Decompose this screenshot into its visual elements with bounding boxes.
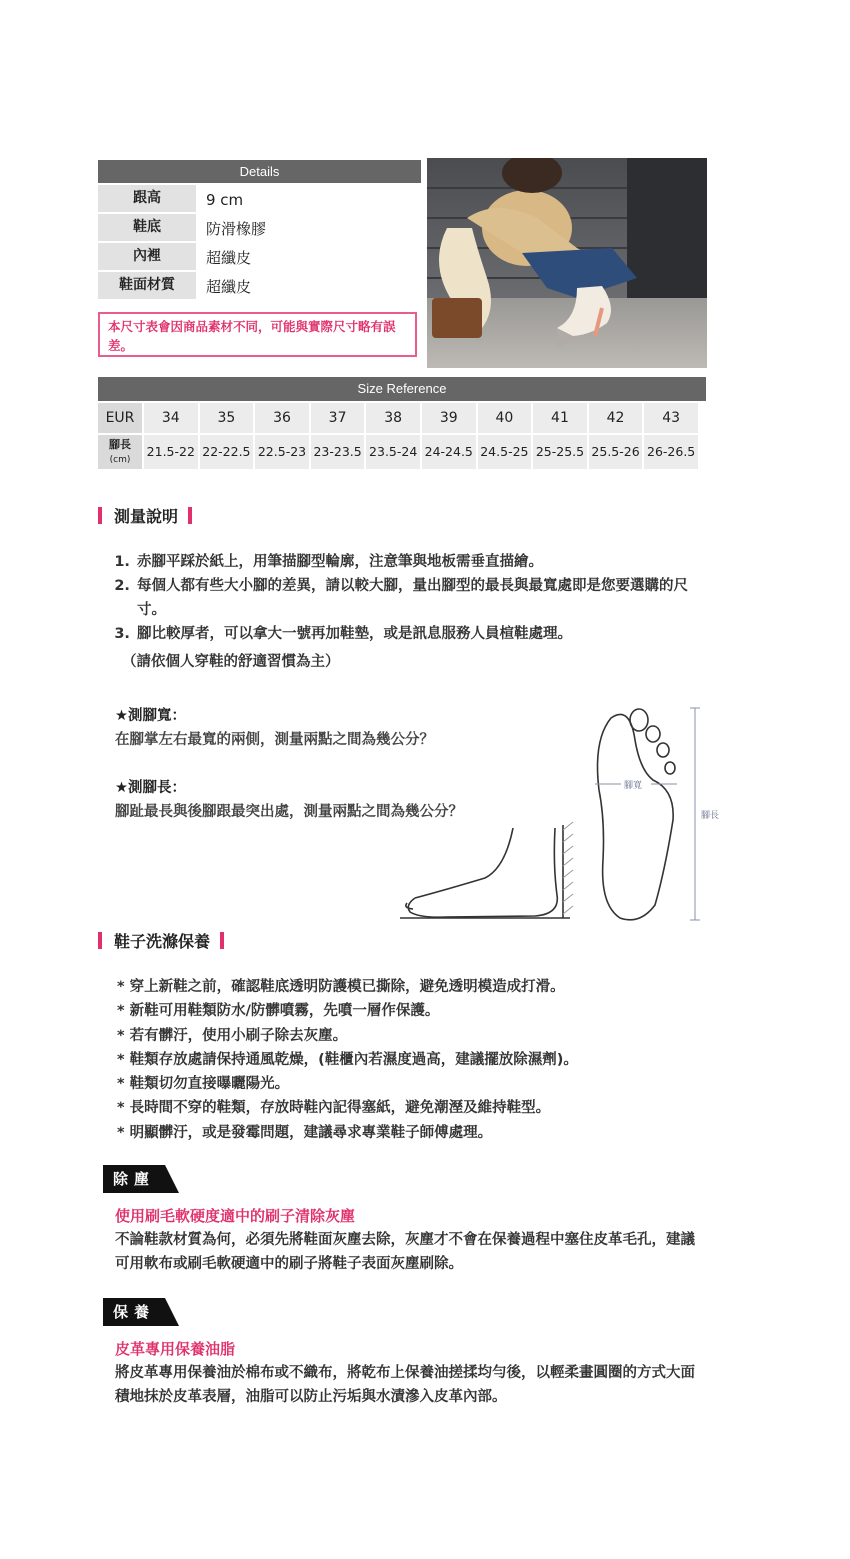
measure-title-text: 測量說明: [114, 507, 179, 526]
details-label: 跟高: [98, 185, 196, 212]
details-row-sole: [98, 214, 421, 241]
measure-length-desc: 腳趾最長與後腳跟最突出處，測量兩點之間為幾公分？: [115, 804, 463, 820]
details-value: 9 cm: [206, 191, 244, 209]
eur-size-cell: 36: [255, 403, 309, 433]
details-label: 鞋底: [98, 214, 196, 241]
details-header: Details: [98, 160, 421, 183]
eur-size-row: [98, 403, 706, 433]
details-row-heel: [98, 185, 421, 212]
foot-length-cell: 22.5-23: [255, 435, 309, 469]
maintain-tag-label: 保養: [113, 1303, 156, 1321]
eur-size-cell: 40: [478, 403, 532, 433]
size-disclaimer-note: 本尺寸表會因商品素材不同，可能與實際尺寸略有誤差。: [98, 312, 417, 357]
eur-size-cell: 42: [589, 403, 643, 433]
details-value: 超纖皮: [206, 278, 252, 296]
foot-length-label-text: 腳長: [109, 438, 131, 451]
measure-section-title: [98, 504, 192, 527]
foot-length-row: [98, 435, 706, 469]
eur-size-cell: 43: [644, 403, 698, 433]
eur-size-cell: 35: [200, 403, 254, 433]
foot-length-unit: (cm): [109, 455, 131, 465]
diagram-length-label: 腳長: [701, 811, 720, 821]
details-value: 超纖皮: [206, 249, 252, 267]
care-tip: * 鞋類存放處請保持通風乾燥，(鞋櫃內若濕度過高，建議擺放除濕劑)。: [117, 1051, 578, 1068]
care-tip: * 穿上新鞋之前，確認鞋底透明防護模已撕除，避免透明模造成打滑。: [117, 979, 565, 995]
care-title-text: 鞋子洗滌保養: [114, 932, 211, 951]
foot-length-cell: 24.5-25: [478, 435, 532, 469]
care-tip: * 鞋類切勿直接曝曬陽光。: [117, 1076, 290, 1093]
care-tip: * 若有髒汙，使用小刷子除去灰塵。: [117, 1027, 348, 1044]
dust-text: 不論鞋款材質為何，必須先將鞋面灰塵去除，灰塵才不會在保養過程中塞住皮革毛孔，建議可用軟布或刷毛軟硬適中的刷子將鞋子表面灰塵刷除。: [115, 1232, 695, 1272]
title-bar-left: [98, 507, 102, 524]
dust-tag: [103, 1165, 179, 1193]
measure-width-desc: 在腳掌左右最寬的兩側，測量兩點之間為幾公分？: [115, 732, 434, 748]
foot-measure-diagram: [385, 700, 735, 925]
eur-size-cell: 37: [311, 403, 365, 433]
dust-subtitle: 使用刷毛軟硬度適中的刷子清除灰塵: [115, 1207, 356, 1225]
eur-size-cell: 41: [533, 403, 587, 433]
measure-step: 2. 每個人都有些大小腳的差異，請以較大腳，量出腳型的最長與最寬處即是您要選購的尺寸。: [135, 574, 715, 622]
foot-illustration: [385, 700, 735, 925]
measure-length-title: ★測腳長：: [115, 780, 186, 796]
details-label: 鞋面材質: [98, 272, 196, 299]
comfort-note: （請依個人穿鞋的舒適習慣為主）: [122, 654, 340, 670]
details-row-upper: [98, 272, 421, 299]
eur-label: EUR: [98, 403, 142, 433]
measure-step: 3. 腳比較厚者，可以拿大一號再加鞋墊，或是訊息服務人員楦鞋處理。: [135, 622, 715, 646]
details-row-lining: [98, 243, 421, 270]
diagram-width-label: 腳寬: [624, 781, 643, 791]
measure-width-title: ★測腳寬：: [115, 708, 186, 724]
care-tip: * 長時間不穿的鞋類，存放時鞋內記得塞紙，避免潮溼及維持鞋型。: [117, 1100, 551, 1117]
dust-tag-label: 除塵: [113, 1170, 156, 1188]
maintain-text: 將皮革專用保養油於棉布或不織布，將乾布上保養油搓揉均勻後，以輕柔畫圓圈的方式大面積地抹於皮革表層，油脂可以防止污垢與水漬滲入皮革內部。: [115, 1365, 695, 1405]
size-reference-table: [98, 377, 706, 469]
care-tip: * 明顯髒汙，或是發霉問題，建議尋求專業鞋子師傅處理。: [117, 1124, 493, 1141]
foot-length-cell: 26-26.5: [644, 435, 698, 469]
care-tip: * 新鞋可用鞋類防水/防髒噴霧，先噴一層作保護。: [117, 1003, 440, 1020]
eur-size-cell: 39: [422, 403, 476, 433]
foot-length-cell: 23.5-24: [366, 435, 420, 469]
details-label: 內裡: [98, 243, 196, 270]
maintain-tag: [103, 1298, 179, 1326]
foot-length-cell: 25.5-26: [589, 435, 643, 469]
measure-steps-list: [115, 550, 715, 646]
care-tips-list: [117, 975, 717, 1145]
maintain-subtitle: 皮革專用保養油脂: [115, 1340, 236, 1358]
care-section-title: [98, 929, 224, 952]
foot-length-cell: 23-23.5: [311, 435, 365, 469]
title-bar-right: [220, 932, 224, 949]
title-bar-right: [188, 507, 192, 524]
measure-step: 1. 赤腳平踩於紙上，用筆描腳型輪廓，注意筆與地板需垂直描繪。: [135, 550, 715, 574]
eur-size-cell: 38: [366, 403, 420, 433]
foot-length-cell: 21.5-22: [144, 435, 198, 469]
foot-length-label: [98, 435, 142, 469]
size-reference-header: Size Reference: [98, 377, 706, 401]
foot-length-cell: 22-22.5: [200, 435, 254, 469]
eur-size-cell: 34: [144, 403, 198, 433]
details-table: [98, 160, 421, 299]
title-bar-left: [98, 932, 102, 949]
foot-length-cell: 25-25.5: [533, 435, 587, 469]
details-value: 防滑橡膠: [206, 220, 267, 238]
product-photo: [427, 158, 707, 368]
foot-length-cell: 24-24.5: [422, 435, 476, 469]
